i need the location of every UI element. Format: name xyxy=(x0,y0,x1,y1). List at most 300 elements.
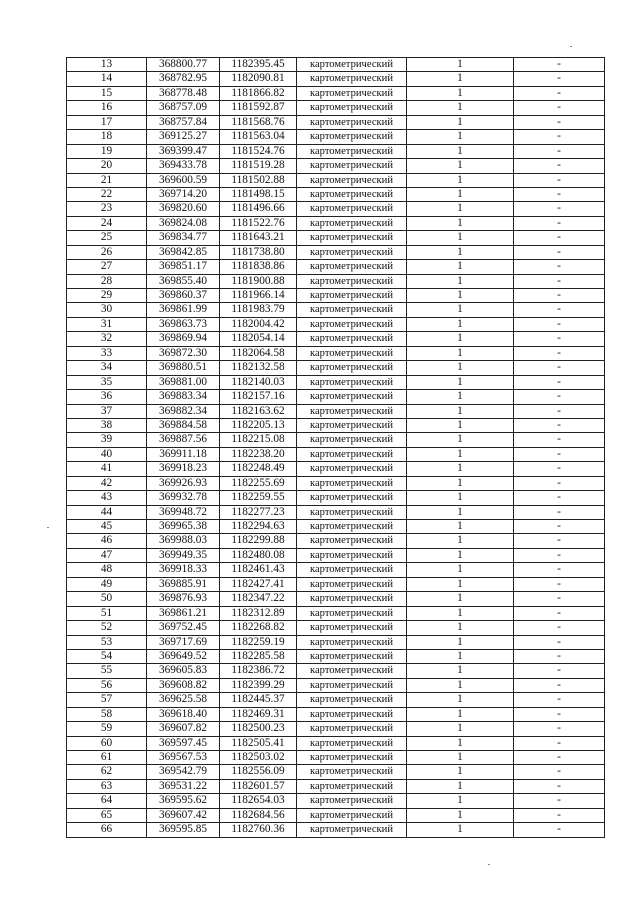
precision-cell: 1 xyxy=(407,606,514,620)
x-coordinate: 369881.00 xyxy=(147,375,220,389)
x-coordinate: 369531.22 xyxy=(147,779,220,793)
precision-cell: 1 xyxy=(407,361,514,375)
precision-cell: 1 xyxy=(407,505,514,519)
x-coordinate: 369860.37 xyxy=(147,289,220,303)
table-row xyxy=(67,202,605,216)
y-coordinate: 1182347.22 xyxy=(220,592,297,606)
x-coordinate: 368757.84 xyxy=(147,115,220,129)
method-cell: картометрический xyxy=(297,433,407,447)
description-cell: - xyxy=(514,72,605,86)
method-cell: картометрический xyxy=(297,418,407,432)
y-coordinate: 1182312.89 xyxy=(220,606,297,620)
method-cell: картометрический xyxy=(297,548,407,562)
precision-cell: 1 xyxy=(407,592,514,606)
point-number: 15 xyxy=(67,86,147,100)
y-coordinate: 1182399.29 xyxy=(220,678,297,692)
x-coordinate: 369918.33 xyxy=(147,563,220,577)
description-cell: - xyxy=(514,736,605,750)
description-cell: - xyxy=(514,621,605,635)
description-cell: - xyxy=(514,361,605,375)
precision-cell: 1 xyxy=(407,260,514,274)
point-number: 59 xyxy=(67,722,147,736)
table-row xyxy=(67,765,605,779)
method-cell: картометрический xyxy=(297,159,407,173)
point-number: 39 xyxy=(67,433,147,447)
method-cell: картометрический xyxy=(297,534,407,548)
precision-cell: 1 xyxy=(407,707,514,721)
description-cell: - xyxy=(514,317,605,331)
precision-cell: 1 xyxy=(407,130,514,144)
x-coordinate: 369399.47 xyxy=(147,144,220,158)
x-coordinate: 369597.45 xyxy=(147,736,220,750)
x-coordinate: 369125.27 xyxy=(147,130,220,144)
description-cell: - xyxy=(514,794,605,808)
point-number: 47 xyxy=(67,548,147,562)
y-coordinate: 1181900.88 xyxy=(220,274,297,288)
method-cell: картометрический xyxy=(297,332,407,346)
table-row xyxy=(67,635,605,649)
table-row xyxy=(67,592,605,606)
description-cell: - xyxy=(514,664,605,678)
precision-cell: 1 xyxy=(407,202,514,216)
method-cell: картометрический xyxy=(297,491,407,505)
y-coordinate: 1182090.81 xyxy=(220,72,297,86)
x-coordinate: 369834.77 xyxy=(147,231,220,245)
method-cell: картометрический xyxy=(297,664,407,678)
x-coordinate: 369717.69 xyxy=(147,635,220,649)
point-number: 31 xyxy=(67,317,147,331)
table-row xyxy=(67,86,605,100)
y-coordinate: 1182654.03 xyxy=(220,794,297,808)
point-number: 52 xyxy=(67,621,147,635)
precision-cell: 1 xyxy=(407,476,514,490)
method-cell: картометрический xyxy=(297,231,407,245)
y-coordinate: 1182259.19 xyxy=(220,635,297,649)
method-cell: картометрический xyxy=(297,722,407,736)
point-number: 35 xyxy=(67,375,147,389)
point-number: 17 xyxy=(67,115,147,129)
table-row xyxy=(67,534,605,548)
table-row xyxy=(67,433,605,447)
x-coordinate: 369649.52 xyxy=(147,649,220,663)
point-number: 28 xyxy=(67,274,147,288)
point-number: 62 xyxy=(67,765,147,779)
y-coordinate: 1181966.14 xyxy=(220,289,297,303)
precision-cell: 1 xyxy=(407,808,514,822)
precision-cell: 1 xyxy=(407,303,514,317)
table-row xyxy=(67,274,605,288)
point-number: 23 xyxy=(67,202,147,216)
y-coordinate: 1182064.58 xyxy=(220,346,297,360)
scan-speck xyxy=(570,46,572,47)
description-cell: - xyxy=(514,231,605,245)
y-coordinate: 1181519.28 xyxy=(220,159,297,173)
point-number: 27 xyxy=(67,260,147,274)
precision-cell: 1 xyxy=(407,447,514,461)
point-number: 25 xyxy=(67,231,147,245)
point-number: 18 xyxy=(67,130,147,144)
x-coordinate: 369949.35 xyxy=(147,548,220,562)
x-coordinate: 369882.34 xyxy=(147,404,220,418)
description-cell: - xyxy=(514,245,605,259)
precision-cell: 1 xyxy=(407,72,514,86)
table-row xyxy=(67,245,605,259)
method-cell: картометрический xyxy=(297,86,407,100)
point-number: 45 xyxy=(67,520,147,534)
precision-cell: 1 xyxy=(407,187,514,201)
method-cell: картометрический xyxy=(297,592,407,606)
method-cell: картометрический xyxy=(297,707,407,721)
method-cell: картометрический xyxy=(297,447,407,461)
x-coordinate: 369883.34 xyxy=(147,390,220,404)
table-row xyxy=(67,606,605,620)
y-coordinate: 1182277.23 xyxy=(220,505,297,519)
method-cell: картометрический xyxy=(297,808,407,822)
x-coordinate: 369918.23 xyxy=(147,462,220,476)
x-coordinate: 369863.73 xyxy=(147,317,220,331)
description-cell: - xyxy=(514,332,605,346)
method-cell: картометрический xyxy=(297,115,407,129)
y-coordinate: 1182238.20 xyxy=(220,447,297,461)
point-number: 42 xyxy=(67,476,147,490)
description-cell: - xyxy=(514,86,605,100)
point-number: 32 xyxy=(67,332,147,346)
x-coordinate: 369625.58 xyxy=(147,693,220,707)
point-number: 37 xyxy=(67,404,147,418)
table-row xyxy=(67,303,605,317)
table-row xyxy=(67,808,605,822)
y-coordinate: 1181524.76 xyxy=(220,144,297,158)
method-cell: картометрический xyxy=(297,173,407,187)
method-cell: картометрический xyxy=(297,216,407,230)
x-coordinate: 369595.62 xyxy=(147,794,220,808)
method-cell: картометрический xyxy=(297,779,407,793)
table-row xyxy=(67,346,605,360)
x-coordinate: 369714.20 xyxy=(147,187,220,201)
table-row xyxy=(67,231,605,245)
table-row xyxy=(67,101,605,115)
y-coordinate: 1182004.42 xyxy=(220,317,297,331)
x-coordinate: 369567.53 xyxy=(147,751,220,765)
table-row xyxy=(67,664,605,678)
table-row xyxy=(67,418,605,432)
table-row xyxy=(67,144,605,158)
point-number: 38 xyxy=(67,418,147,432)
y-coordinate: 1182556.09 xyxy=(220,765,297,779)
precision-cell: 1 xyxy=(407,58,514,72)
description-cell: - xyxy=(514,534,605,548)
y-coordinate: 1182760.36 xyxy=(220,823,297,837)
x-coordinate: 369872.30 xyxy=(147,346,220,360)
description-cell: - xyxy=(514,303,605,317)
y-coordinate: 1181498.15 xyxy=(220,187,297,201)
description-cell: - xyxy=(514,678,605,692)
y-coordinate: 1181568.76 xyxy=(220,115,297,129)
precision-cell: 1 xyxy=(407,693,514,707)
x-coordinate: 369965.38 xyxy=(147,520,220,534)
point-number: 36 xyxy=(67,390,147,404)
description-cell: - xyxy=(514,289,605,303)
description-cell: - xyxy=(514,447,605,461)
x-coordinate: 369861.99 xyxy=(147,303,220,317)
table-row xyxy=(67,260,605,274)
method-cell: картометрический xyxy=(297,361,407,375)
method-cell: картометрический xyxy=(297,563,407,577)
description-cell: - xyxy=(514,404,605,418)
table-row xyxy=(67,722,605,736)
point-number: 65 xyxy=(67,808,147,822)
point-number: 58 xyxy=(67,707,147,721)
precision-cell: 1 xyxy=(407,404,514,418)
point-number: 29 xyxy=(67,289,147,303)
precision-cell: 1 xyxy=(407,86,514,100)
point-number: 24 xyxy=(67,216,147,230)
precision-cell: 1 xyxy=(407,346,514,360)
x-coordinate: 369948.72 xyxy=(147,505,220,519)
x-coordinate: 369885.91 xyxy=(147,577,220,591)
precision-cell: 1 xyxy=(407,664,514,678)
method-cell: картометрический xyxy=(297,794,407,808)
point-number: 13 xyxy=(67,58,147,72)
method-cell: картометрический xyxy=(297,577,407,591)
y-coordinate: 1182285.58 xyxy=(220,649,297,663)
coordinates-table xyxy=(66,57,605,838)
table-row xyxy=(67,332,605,346)
precision-cell: 1 xyxy=(407,101,514,115)
y-coordinate: 1182395.45 xyxy=(220,58,297,72)
x-coordinate: 368800.77 xyxy=(147,58,220,72)
x-coordinate: 369607.82 xyxy=(147,722,220,736)
description-cell: - xyxy=(514,779,605,793)
point-number: 16 xyxy=(67,101,147,115)
table-row xyxy=(67,794,605,808)
precision-cell: 1 xyxy=(407,563,514,577)
table-row xyxy=(67,159,605,173)
point-number: 55 xyxy=(67,664,147,678)
point-number: 57 xyxy=(67,693,147,707)
description-cell: - xyxy=(514,722,605,736)
precision-cell: 1 xyxy=(407,332,514,346)
y-coordinate: 1181983.79 xyxy=(220,303,297,317)
precision-cell: 1 xyxy=(407,635,514,649)
point-number: 64 xyxy=(67,794,147,808)
table-row xyxy=(67,462,605,476)
y-coordinate: 1182215.08 xyxy=(220,433,297,447)
point-number: 50 xyxy=(67,592,147,606)
precision-cell: 1 xyxy=(407,115,514,129)
y-coordinate: 1181866.82 xyxy=(220,86,297,100)
point-number: 14 xyxy=(67,72,147,86)
precision-cell: 1 xyxy=(407,548,514,562)
description-cell: - xyxy=(514,491,605,505)
method-cell: картометрический xyxy=(297,635,407,649)
y-coordinate: 1182445.37 xyxy=(220,693,297,707)
x-coordinate: 369884.58 xyxy=(147,418,220,432)
x-coordinate: 369618.40 xyxy=(147,707,220,721)
point-number: 34 xyxy=(67,361,147,375)
description-cell: - xyxy=(514,216,605,230)
table-row xyxy=(67,317,605,331)
x-coordinate: 369608.82 xyxy=(147,678,220,692)
y-coordinate: 1182601.57 xyxy=(220,779,297,793)
description-cell: - xyxy=(514,130,605,144)
y-coordinate: 1182163.62 xyxy=(220,404,297,418)
x-coordinate: 368757.09 xyxy=(147,101,220,115)
method-cell: картометрический xyxy=(297,375,407,389)
table-row xyxy=(67,390,605,404)
description-cell: - xyxy=(514,548,605,562)
precision-cell: 1 xyxy=(407,144,514,158)
description-cell: - xyxy=(514,115,605,129)
x-coordinate: 369595.85 xyxy=(147,823,220,837)
y-coordinate: 1182469.31 xyxy=(220,707,297,721)
description-cell: - xyxy=(514,476,605,490)
table-row xyxy=(67,707,605,721)
precision-cell: 1 xyxy=(407,274,514,288)
description-cell: - xyxy=(514,101,605,115)
table-row xyxy=(67,577,605,591)
precision-cell: 1 xyxy=(407,779,514,793)
scan-speck xyxy=(488,864,490,865)
method-cell: картометрический xyxy=(297,187,407,201)
description-cell: - xyxy=(514,187,605,201)
point-number: 51 xyxy=(67,606,147,620)
description-cell: - xyxy=(514,649,605,663)
table-row xyxy=(67,678,605,692)
description-cell: - xyxy=(514,751,605,765)
method-cell: картометрический xyxy=(297,390,407,404)
precision-cell: 1 xyxy=(407,649,514,663)
x-coordinate: 369869.94 xyxy=(147,332,220,346)
y-coordinate: 1182500.23 xyxy=(220,722,297,736)
description-cell: - xyxy=(514,58,605,72)
point-number: 60 xyxy=(67,736,147,750)
scan-speck xyxy=(47,527,49,528)
method-cell: картометрический xyxy=(297,130,407,144)
precision-cell: 1 xyxy=(407,317,514,331)
x-coordinate: 369911.18 xyxy=(147,447,220,461)
method-cell: картометрический xyxy=(297,520,407,534)
x-coordinate: 368782.95 xyxy=(147,72,220,86)
y-coordinate: 1182132.58 xyxy=(220,361,297,375)
method-cell: картометрический xyxy=(297,505,407,519)
precision-cell: 1 xyxy=(407,751,514,765)
precision-cell: 1 xyxy=(407,491,514,505)
table-row xyxy=(67,216,605,230)
method-cell: картометрический xyxy=(297,678,407,692)
method-cell: картометрический xyxy=(297,736,407,750)
table-row xyxy=(67,548,605,562)
x-coordinate: 369824.08 xyxy=(147,216,220,230)
table-row xyxy=(67,130,605,144)
table-row xyxy=(67,751,605,765)
table-row xyxy=(67,823,605,837)
x-coordinate: 368778.48 xyxy=(147,86,220,100)
precision-cell: 1 xyxy=(407,823,514,837)
table-row xyxy=(67,375,605,389)
precision-cell: 1 xyxy=(407,231,514,245)
precision-cell: 1 xyxy=(407,462,514,476)
point-number: 44 xyxy=(67,505,147,519)
precision-cell: 1 xyxy=(407,794,514,808)
y-coordinate: 1182157.16 xyxy=(220,390,297,404)
precision-cell: 1 xyxy=(407,216,514,230)
y-coordinate: 1182299.88 xyxy=(220,534,297,548)
x-coordinate: 369932.78 xyxy=(147,491,220,505)
table-row xyxy=(67,779,605,793)
point-number: 66 xyxy=(67,823,147,837)
table-row xyxy=(67,447,605,461)
y-coordinate: 1182386.72 xyxy=(220,664,297,678)
description-cell: - xyxy=(514,592,605,606)
precision-cell: 1 xyxy=(407,621,514,635)
point-number: 19 xyxy=(67,144,147,158)
y-coordinate: 1182268.82 xyxy=(220,621,297,635)
coordinates-table-body xyxy=(67,58,605,838)
point-number: 43 xyxy=(67,491,147,505)
method-cell: картометрический xyxy=(297,303,407,317)
method-cell: картометрический xyxy=(297,317,407,331)
point-number: 63 xyxy=(67,779,147,793)
x-coordinate: 369542.79 xyxy=(147,765,220,779)
description-cell: - xyxy=(514,173,605,187)
precision-cell: 1 xyxy=(407,534,514,548)
table-row xyxy=(67,361,605,375)
y-coordinate: 1182480.08 xyxy=(220,548,297,562)
point-number: 33 xyxy=(67,346,147,360)
table-row xyxy=(67,173,605,187)
description-cell: - xyxy=(514,808,605,822)
y-coordinate: 1181643.21 xyxy=(220,231,297,245)
method-cell: картометрический xyxy=(297,649,407,663)
method-cell: картометрический xyxy=(297,476,407,490)
description-cell: - xyxy=(514,707,605,721)
table-row xyxy=(67,621,605,635)
precision-cell: 1 xyxy=(407,375,514,389)
description-cell: - xyxy=(514,202,605,216)
x-coordinate: 369880.51 xyxy=(147,361,220,375)
point-number: 54 xyxy=(67,649,147,663)
point-number: 21 xyxy=(67,173,147,187)
method-cell: картометрический xyxy=(297,289,407,303)
description-cell: - xyxy=(514,159,605,173)
precision-cell: 1 xyxy=(407,520,514,534)
table-row xyxy=(67,58,605,72)
method-cell: картометрический xyxy=(297,765,407,779)
x-coordinate: 369855.40 xyxy=(147,274,220,288)
y-coordinate: 1181592.87 xyxy=(220,101,297,115)
method-cell: картометрический xyxy=(297,202,407,216)
description-cell: - xyxy=(514,693,605,707)
y-coordinate: 1182505.41 xyxy=(220,736,297,750)
table-row xyxy=(67,187,605,201)
table-row xyxy=(67,476,605,490)
method-cell: картометрический xyxy=(297,462,407,476)
method-cell: картометрический xyxy=(297,404,407,418)
method-cell: картометрический xyxy=(297,274,407,288)
description-cell: - xyxy=(514,563,605,577)
precision-cell: 1 xyxy=(407,722,514,736)
point-number: 53 xyxy=(67,635,147,649)
table-row xyxy=(67,649,605,663)
precision-cell: 1 xyxy=(407,736,514,750)
precision-cell: 1 xyxy=(407,390,514,404)
description-cell: - xyxy=(514,274,605,288)
precision-cell: 1 xyxy=(407,173,514,187)
y-coordinate: 1182294.63 xyxy=(220,520,297,534)
description-cell: - xyxy=(514,390,605,404)
description-cell: - xyxy=(514,144,605,158)
